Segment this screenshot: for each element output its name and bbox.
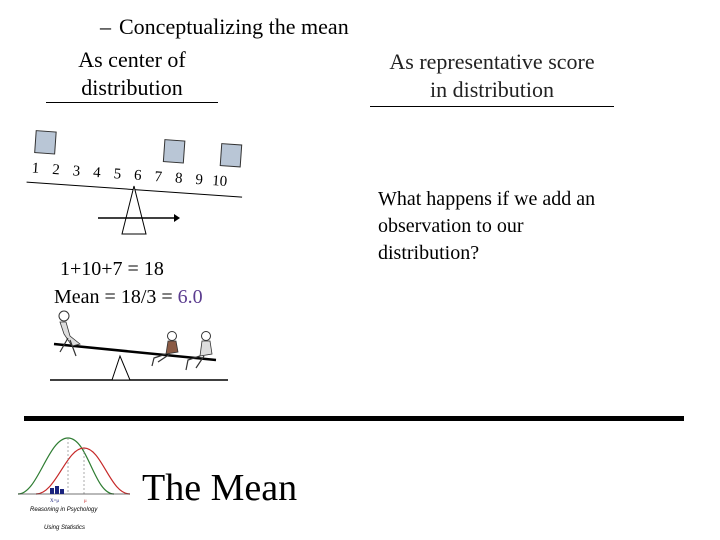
sum-equation: 1+10+7 = 18	[60, 258, 164, 280]
mean-value: 6.0	[177, 286, 203, 308]
book-title: Reasoning in Psychology	[30, 507, 98, 513]
scale-tick-4: 4	[92, 164, 102, 182]
weight-block-7	[163, 140, 184, 163]
right-title-line2: in distribution	[429, 77, 555, 102]
book-logo-icon	[14, 432, 132, 504]
scale-tick-5: 5	[113, 166, 122, 183]
left-title-line1: As center of	[78, 47, 186, 72]
scale-tick-labels	[31, 160, 227, 190]
scale-tick-1: 1	[31, 160, 40, 177]
left-column-title	[46, 46, 218, 103]
scale-tick-2: 2	[51, 161, 61, 179]
right-column-title	[370, 48, 614, 107]
right-title-line1: As representative score	[389, 49, 595, 74]
left-title-underline	[46, 102, 218, 103]
svg-text:X=μ: X=μ	[50, 499, 60, 504]
right-title-underline	[370, 106, 614, 107]
scale-tick-3: 3	[72, 163, 81, 180]
mean-prefix: Mean = 18/3 =	[54, 286, 178, 308]
representative-question	[378, 186, 658, 267]
mean-calculation	[54, 286, 203, 309]
scale-tick-9: 9	[194, 171, 204, 189]
scale-tick-6: 6	[133, 167, 143, 185]
slide-heading	[100, 14, 349, 40]
heading-text: Conceptualizing the mean	[119, 14, 349, 39]
weight-block-1	[35, 131, 56, 154]
balance-scale-diagram	[26, 128, 256, 240]
left-title-line2: distribution	[81, 75, 183, 100]
scale-tick-10: 10	[211, 173, 228, 191]
scale-tick-7: 7	[153, 169, 163, 186]
weight-block-10	[220, 144, 241, 167]
scale-tick-8: 8	[174, 170, 184, 187]
slide-title: The Mean	[142, 467, 298, 509]
footer-divider	[24, 416, 684, 421]
book-subtitle: Using Statistics	[44, 525, 86, 531]
question-line3: distribution?	[378, 242, 480, 264]
svg-text:μ: μ	[84, 499, 87, 504]
seesaw-illustration	[46, 308, 232, 384]
fulcrum	[122, 186, 146, 234]
heading-dash: –	[100, 14, 111, 39]
question-line1: What happens if we add an	[378, 188, 596, 210]
question-line2: observation to our	[378, 215, 524, 237]
